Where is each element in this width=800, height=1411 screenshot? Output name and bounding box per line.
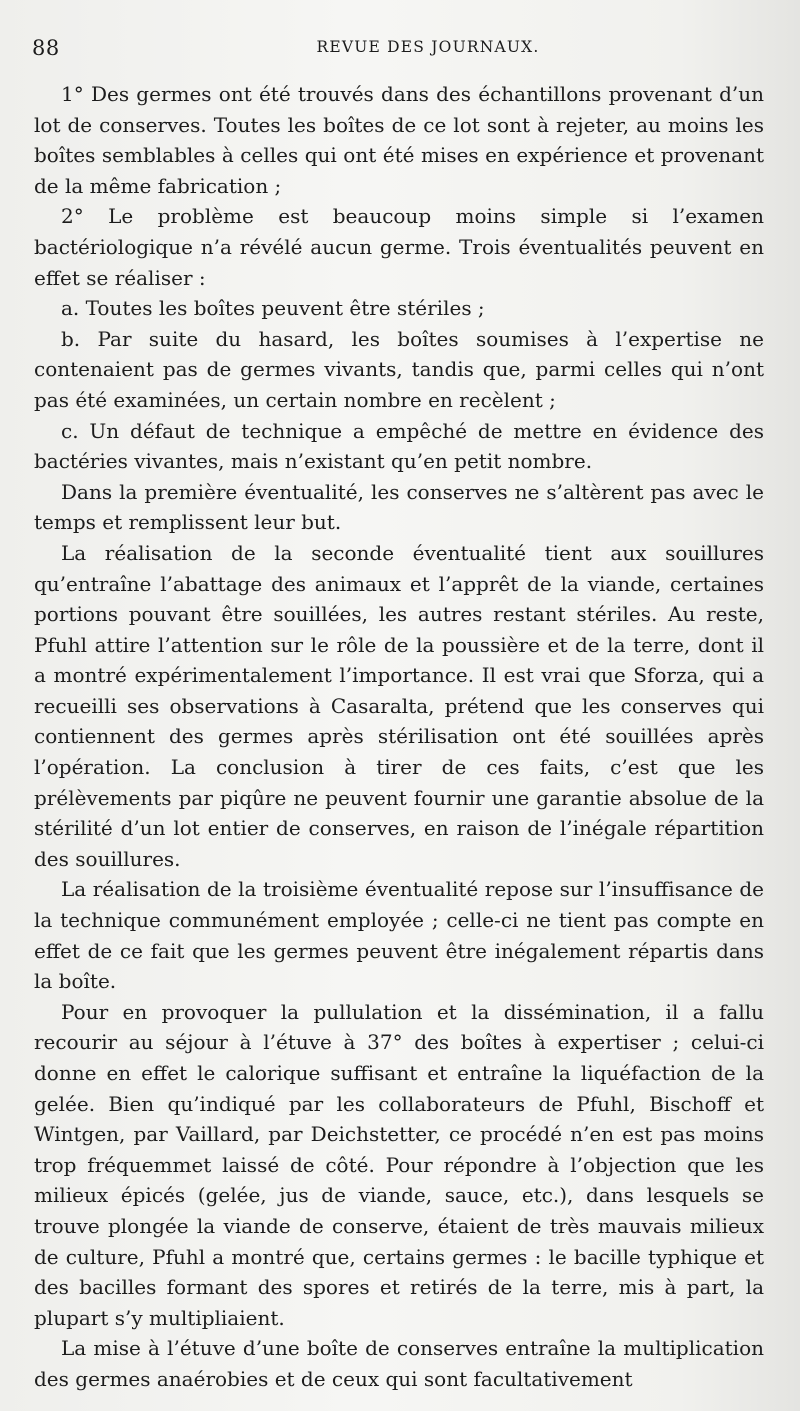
paragraph-etuve: La mise à l’étuve d’une boîte de conserves entraîne la multiplication des germes anaérobies et de ceux qui sont facultativement <box>34 1336 764 1391</box>
paragraph-second-eventuality: La réalisation de la seconde éventualité tient aux souillures qu’entraîne l’abattage des animaux et l’apprêt de la viande, certaines portions pouvant être souillées, les autres restant stériles. Au reste, Pfuhl attire l’attention sur le rôle de la poussière et de la terre, dont il a montré expérimentalement l’importance. Il est vrai que Sforza, qui a recueilli ses observations à Casaralta, prétend que les conserves qui contiennent des germes après stérilisation ont été souillées après l’opération. La conclusion à tirer de ces faits, c’est que les prélèvements par piqûre ne peuvent fournir une garantie absolue de la stérilité d’un lot entier de conserves, en raison de l’inégale répartition des souillures. <box>34 540 764 871</box>
paragraph-conclusion-1: 1° Des germes ont été trouvés dans des échantillons provenant d’un lot de conserves. Toutes les boîtes de ce lot sont à rejeter, au moins les boîtes semblables à celles qui ont été mises en expérience et provenant de la même fabrication ; <box>34 82 764 198</box>
list-item-b: b. Par suite du hasard, les boîtes soumises à l’expertise ne contenaient pas de germes vivants, tandis que, parmi celles qui n’ont pas été examinées, un certain nombre en recèlent ; <box>34 326 764 412</box>
list-item-a: a. Toutes les boîtes peuvent être stériles ; <box>61 296 485 321</box>
paragraph-first-eventuality: Dans la première éventualité, les conserves ne s’altèrent pas avec le temps et remplissent leur but. <box>34 479 764 535</box>
paragraph-incubation: Pour en provoquer la pullulation et la dissémination, il a fallu recourir au séjour à l’étuve à 37° des boîtes à expertiser ; celui-ci donne en effet le calorique suffisant et entraîne la liquéfaction de la gelée. Bien qu’indiqué par les collaborateurs de Pfuhl, Bischoff et Wintgen, par Vaillard, par Deichstetter, ce procédé n’en est pas moins trop fréquemmet laissé de côté. Pour répondre à l’objection que les milieux épicés (gelée, jus de viande, sauce, etc.), dans lesquels se trouve plongée la viande de conserve, étaient de très mauvais milieux de culture, Pfuhl a montré que, certains germes : le bacille typhique et des bacilles formant des spores et retirés de la terre, mis à part, la plupart s’y multipliaient. <box>34 999 764 1330</box>
body-text <box>34 79 764 1395</box>
page-number: 88 <box>32 36 60 60</box>
page-header <box>32 36 754 72</box>
paragraph-third-eventuality: La réalisation de la troisième éventualité repose sur l’insuffisance de la technique communément employée ; celle-ci ne tient pas compte en effet de ce fait que les germes peuvent être inégalement répartis dans la boîte. <box>34 877 764 994</box>
list-item-c: c. Un défaut de technique a empêché de mettre en évidence des bactéries vivantes, mais n’existant qu’en petit nombre. <box>34 418 764 474</box>
paragraph-conclusion-2: 2° Le problème est beaucoup moins simple si l’examen bactériologique n’a révélé aucun germe. Trois éventualités peuvent en effet se réaliser : <box>34 204 764 290</box>
running-title: REVUE DES JOURNAUX. <box>316 38 540 56</box>
